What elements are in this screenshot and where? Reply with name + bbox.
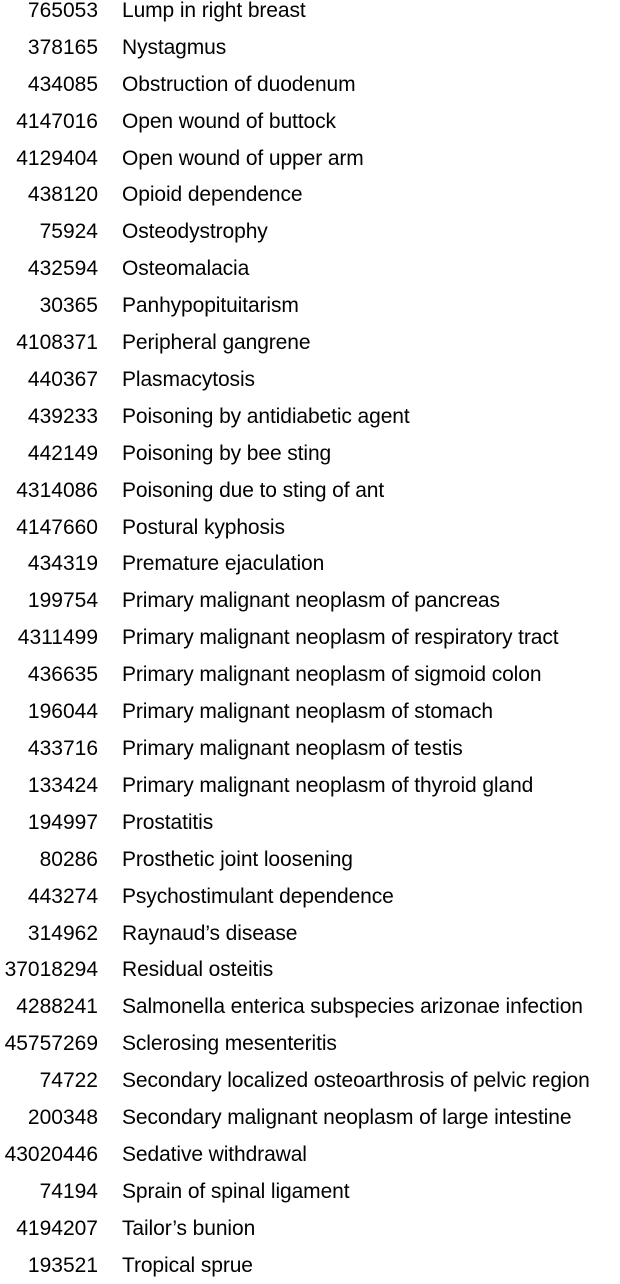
concept-id: 434319 bbox=[27, 552, 98, 575]
concept-name: Primary malignant neoplasm of respiratory tract bbox=[122, 626, 559, 649]
table-row bbox=[0, 619, 620, 656]
concept-id: 133424 bbox=[27, 774, 98, 797]
table-row bbox=[0, 1062, 620, 1099]
table-row bbox=[0, 951, 620, 988]
table-row bbox=[0, 767, 620, 804]
concept-name: Tropical sprue bbox=[122, 1254, 253, 1277]
table-row bbox=[0, 0, 620, 29]
table-row bbox=[0, 1136, 620, 1173]
table-row bbox=[0, 250, 620, 287]
concept-id: 200348 bbox=[27, 1106, 98, 1129]
concept-id: 4108371 bbox=[16, 331, 98, 354]
table-row bbox=[0, 140, 620, 177]
table-row bbox=[0, 545, 620, 582]
concept-id: 80286 bbox=[39, 848, 98, 871]
table-row bbox=[0, 730, 620, 767]
concept-id: 436635 bbox=[27, 663, 98, 686]
concept-name: Poisoning due to sting of ant bbox=[122, 479, 385, 502]
table-row bbox=[0, 1210, 620, 1247]
concept-name: Salmonella enterica subspecies arizonae infection bbox=[122, 995, 583, 1018]
concept-name: Poisoning by bee sting bbox=[122, 442, 332, 465]
concept-id: 4147016 bbox=[16, 110, 98, 133]
table-row bbox=[0, 435, 620, 472]
concept-id: 199754 bbox=[27, 589, 98, 612]
table-row bbox=[0, 103, 620, 140]
concept-name: Osteodystrophy bbox=[122, 220, 268, 243]
concept-name: Tailor’s bunion bbox=[122, 1217, 256, 1240]
concept-name: Peripheral gangrene bbox=[122, 331, 311, 354]
concept-id: 765053 bbox=[27, 0, 98, 22]
concept-name: Postural kyphosis bbox=[122, 516, 285, 539]
concept-id: 442149 bbox=[27, 442, 98, 465]
concept-name: Primary malignant neoplasm of testis bbox=[122, 737, 463, 760]
table-row bbox=[0, 176, 620, 213]
table-row bbox=[0, 509, 620, 546]
concept-name: Secondary localized osteoarthrosis of pelvic region bbox=[122, 1069, 590, 1092]
concept-id: 4147660 bbox=[16, 516, 98, 539]
table-row bbox=[0, 1099, 620, 1136]
concept-id: 4314086 bbox=[16, 479, 98, 502]
concept-name: Sclerosing mesenteritis bbox=[122, 1032, 337, 1055]
concept-name: Secondary malignant neoplasm of large intestine bbox=[122, 1106, 572, 1129]
concept-name: Primary malignant neoplasm of pancreas bbox=[122, 589, 500, 612]
concept-name: Primary malignant neoplasm of sigmoid colon bbox=[122, 663, 542, 686]
table-row bbox=[0, 693, 620, 730]
concept-id: 4288241 bbox=[16, 995, 98, 1018]
concept-id: 434085 bbox=[27, 73, 98, 96]
concept-name: Primary malignant neoplasm of stomach bbox=[122, 700, 493, 723]
concept-name: Open wound of buttock bbox=[122, 110, 336, 133]
concept-name: Plasmacytosis bbox=[122, 368, 255, 391]
concept-id: 4129404 bbox=[16, 147, 98, 170]
table-row bbox=[0, 29, 620, 66]
table-row bbox=[0, 324, 620, 361]
concept-id: 37018294 bbox=[4, 958, 98, 981]
concept-id: 193521 bbox=[27, 1254, 98, 1277]
table-row bbox=[0, 988, 620, 1025]
table-row bbox=[0, 878, 620, 915]
concept-id: 43020446 bbox=[4, 1143, 98, 1166]
concept-id: 74722 bbox=[39, 1069, 98, 1092]
table-row bbox=[0, 66, 620, 103]
concept-id: 45757269 bbox=[4, 1032, 98, 1055]
table-row bbox=[0, 656, 620, 693]
table-row bbox=[0, 472, 620, 509]
concept-name: Prostatitis bbox=[122, 811, 214, 834]
table-row bbox=[0, 841, 620, 878]
table-row bbox=[0, 915, 620, 952]
concept-id: 4194207 bbox=[16, 1217, 98, 1240]
concept-name: Open wound of upper arm bbox=[122, 147, 364, 170]
concept-name: Opioid dependence bbox=[122, 183, 303, 206]
concept-name: Lump in right breast bbox=[122, 0, 306, 22]
concept-id: 378165 bbox=[27, 36, 98, 59]
concept-id: 74194 bbox=[39, 1180, 98, 1203]
concept-id: 439233 bbox=[27, 405, 98, 428]
table-row bbox=[0, 1173, 620, 1210]
concept-id: 314962 bbox=[27, 922, 98, 945]
concept-name: Panhypopituitarism bbox=[122, 294, 299, 317]
concept-name: Psychostimulant dependence bbox=[122, 885, 394, 908]
table-row bbox=[0, 213, 620, 250]
concept-id: 433716 bbox=[27, 737, 98, 760]
table-row bbox=[0, 287, 620, 324]
table-row bbox=[0, 1247, 620, 1284]
concept-id: 75924 bbox=[39, 220, 98, 243]
concept-id: 432594 bbox=[27, 257, 98, 280]
concept-name: Raynaud’s disease bbox=[122, 922, 298, 945]
concept-name: Sedative withdrawal bbox=[122, 1143, 307, 1166]
concept-id: 438120 bbox=[27, 183, 98, 206]
concept-name: Primary malignant neoplasm of thyroid gland bbox=[122, 774, 534, 797]
table-row bbox=[0, 582, 620, 619]
concept-id: 4311499 bbox=[17, 626, 98, 649]
concept-id: 440367 bbox=[27, 368, 98, 391]
concept-name: Poisoning by antidiabetic agent bbox=[122, 405, 410, 428]
table-row bbox=[0, 1025, 620, 1062]
concept-name: Obstruction of duodenum bbox=[122, 73, 356, 96]
concept-name: Residual osteitis bbox=[122, 958, 274, 981]
concept-id: 30365 bbox=[39, 294, 98, 317]
concept-id: 194997 bbox=[27, 811, 98, 834]
concept-name: Sprain of spinal ligament bbox=[122, 1180, 350, 1203]
table-row bbox=[0, 804, 620, 841]
table-row bbox=[0, 398, 620, 435]
concept-name: Nystagmus bbox=[122, 36, 227, 59]
concept-name: Premature ejaculation bbox=[122, 552, 325, 575]
concept-name: Prosthetic joint loosening bbox=[122, 848, 353, 871]
concept-name: Osteomalacia bbox=[122, 257, 250, 280]
table-row bbox=[0, 361, 620, 398]
concept-id: 443274 bbox=[27, 885, 98, 908]
concept-id: 196044 bbox=[27, 700, 98, 723]
